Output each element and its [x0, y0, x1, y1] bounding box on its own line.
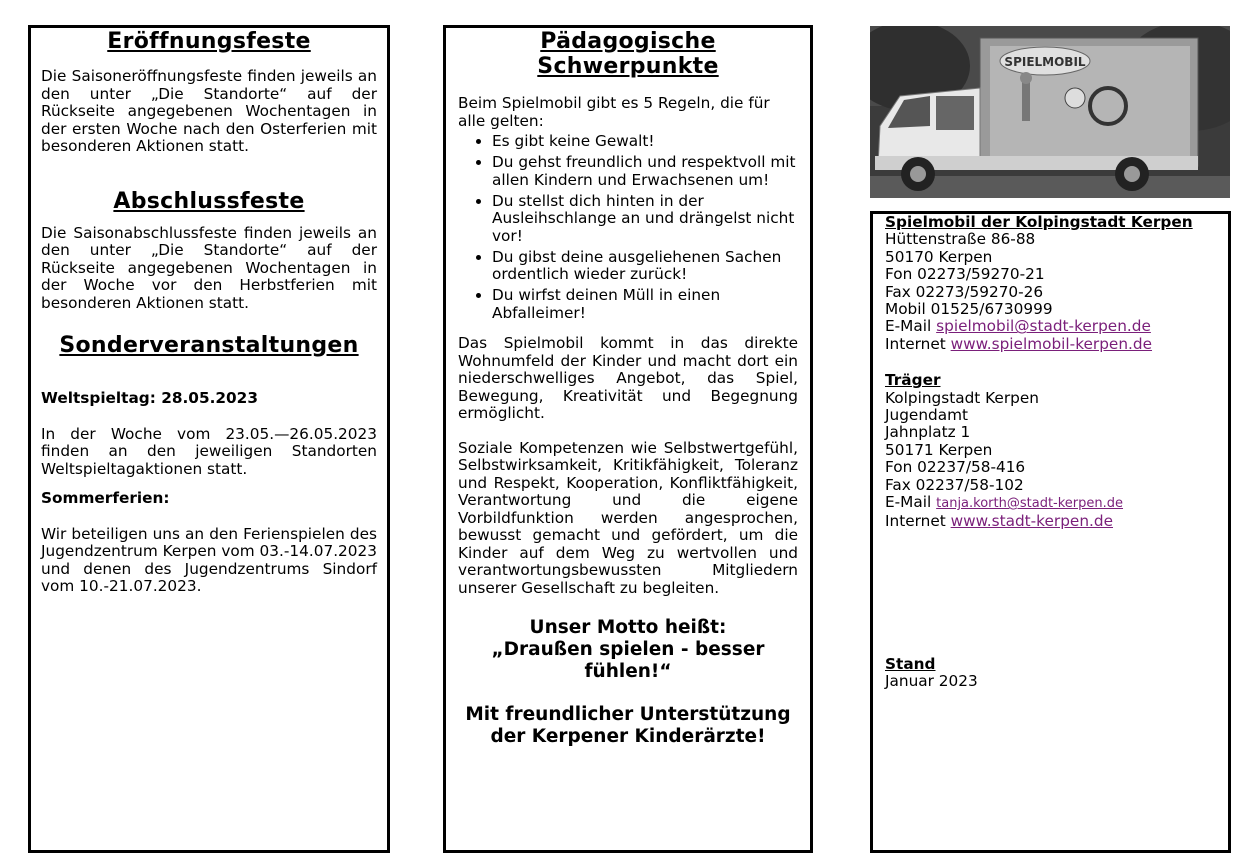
paragraph-outreach: Das Spielmobil kommt in das direkte Wohnumfeld der Kinder und macht dort ein niederschwelliges Angebot, das Spiel, Bewegung, Kreativität und Begegnung ermöglicht. — [458, 334, 798, 422]
carrier-email-row — [885, 494, 1228, 512]
org-address-line: Hüttenstraße 86-88 — [885, 230, 1036, 249]
carrier-line: Kolpingstadt Kerpen — [885, 388, 1039, 407]
playday-title: Weltspieltag: 28.05.2023 — [41, 389, 258, 407]
org-internet-row — [885, 336, 1228, 353]
support-line-1: Mit freundlicher Unterstützung — [465, 704, 791, 725]
stand-title: Stand — [885, 654, 936, 673]
stand-value: Januar 2023 — [885, 672, 978, 691]
opening-heading: Eröffnungsfeste — [107, 29, 311, 54]
rules-list — [458, 133, 798, 322]
org-email-link[interactable]: spielmobil@stadt-kerpen.de — [936, 317, 1151, 336]
carrier-phone: Fon 02237/58-416 — [885, 458, 1026, 477]
org-address-line: 50170 Kerpen — [885, 247, 993, 266]
carrier-line: Jahnplatz 1 — [885, 423, 971, 442]
org-email-row — [885, 318, 1228, 335]
summer-text: Wir beteiligen uns an den Ferienspielen des Jugendzentrum Kerpen vom 03.-14.07.2023 und denen des Jugendzentrums Sindorf vom 10.-21.07.2023. — [41, 524, 377, 595]
spielmobil-truck-photo — [870, 26, 1230, 198]
events-panel — [28, 25, 390, 853]
special-events-heading: Sonderveranstaltungen — [59, 333, 359, 358]
carrier-fax: Fax 02237/58-102 — [885, 475, 1024, 494]
org-mobile: Mobil 01525/6730999 — [885, 300, 1053, 319]
paragraph-competencies: Soziale Kompetenzen wie Selbstwertgefühl, Selbstwirksamkeit, Kritikfähigkeit, Toleranz und Respekt, Kooperation, Konfliktfähigkeit, Verantwortung und die eigene Vorbildfunktion werden angesprochen, bewusst gemacht und gefördert, um die Kinder auf dem Weg zu wertvollen und verantwortungsbewussten Mitgliedern unserer Gesellschaft zu begleiten. — [458, 438, 798, 597]
contact-panel — [870, 211, 1231, 853]
truck-sign-text: SPIELMOBIL — [1004, 55, 1086, 69]
internet-label: Internet — [885, 511, 946, 530]
closing-text: Die Saisonabschlussfeste finden jeweils an den unter „Die Standorte“ auf der Rückseite angegebenen Wochentagen in der Woche vor den Herbstferien mit besonderen Aktionen statt. — [41, 223, 377, 312]
carrier-line: Jugendamt — [885, 406, 969, 425]
email-label: E-Mail — [885, 493, 932, 512]
list-item: • Du wirfst deinen Müll in einen Abfalleimer! — [492, 287, 798, 322]
list-item: • Du gehst freundlich und respektvoll mit allen Kindern und Erwachsenen um! — [492, 154, 798, 189]
motto-label: Unser Motto heißt: — [529, 617, 727, 638]
truck-illustration — [870, 26, 1230, 198]
opening-text: Die Saisoneröffnungsfeste finden jeweils an den unter „Die Standorte“ auf der Rückseite angegebenen Wochentagen in der ersten Woche nach den Osterferien mit besonderen Aktionen statt. — [41, 67, 377, 155]
list-item: • Du stellst dich hinten in der Ausleihschlange an und drängelst nicht vor! — [492, 193, 798, 246]
org-phone: Fon 02273/59270-21 — [885, 265, 1045, 284]
carrier-line: 50171 Kerpen — [885, 440, 993, 459]
carrier-internet-row — [885, 513, 1228, 530]
summer-title: Sommerferien: — [41, 489, 170, 507]
carrier-title: Träger — [885, 371, 941, 390]
email-label: E-Mail — [885, 317, 932, 336]
closing-heading: Abschlussfeste — [113, 188, 305, 214]
internet-label: Internet — [885, 334, 946, 353]
list-item: • Du gibst deine ausgeliehenen Sachen ordentlich wieder zurück! — [492, 249, 798, 284]
list-item: • Es gibt keine Gewalt! — [492, 133, 798, 151]
motto-text: „Draußen spielen - besser fühlen!“ — [491, 639, 765, 682]
pedagogy-heading: Pädagogische Schwerpunkte — [537, 29, 719, 79]
pedagogy-panel — [443, 25, 813, 853]
support-line-2: der Kerpener Kinderärzte! — [490, 726, 766, 747]
org-title: Spielmobil der Kolpingstadt Kerpen — [885, 213, 1193, 231]
playday-text: In der Woche vom 23.05.—26.05.2023 finden an den jeweiligen Standorten Weltspieltagaktionen statt. — [41, 424, 377, 478]
org-fax: Fax 02273/59270-26 — [885, 282, 1044, 301]
org-website-link[interactable]: www.spielmobil-kerpen.de — [950, 334, 1153, 353]
carrier-website-link[interactable]: www.stadt-kerpen.de — [950, 511, 1113, 530]
carrier-email-link[interactable]: tanja.korth@stadt-kerpen.de — [936, 496, 1124, 512]
rules-intro: Beim Spielmobil gibt es 5 Regeln, die für alle gelten: — [458, 94, 770, 130]
